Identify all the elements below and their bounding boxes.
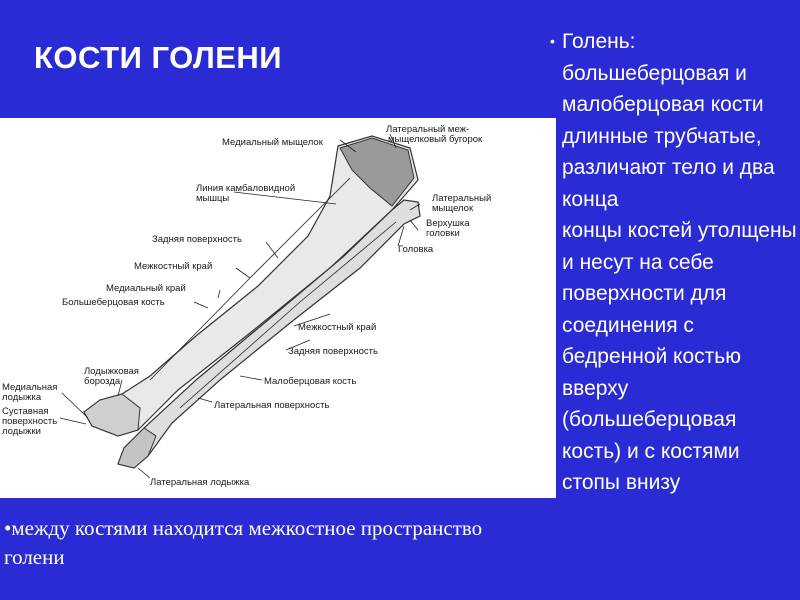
bullet-list xyxy=(548,26,798,499)
bullet-marker: • xyxy=(550,222,555,238)
bottom-note: •между костями находится межкостное пространство голени xyxy=(4,516,483,569)
label-posterior-surface: Задняя поверхность xyxy=(152,234,242,245)
label-articular-2: поверхность xyxy=(2,416,58,427)
bullet-item-2 xyxy=(548,121,798,216)
label-medial-malleolus-2: лодыжка xyxy=(2,392,42,403)
bullet-item-1 xyxy=(548,26,798,121)
label-lateral-condyle-1: Латеральный xyxy=(432,193,492,204)
label-lat-intercondylar-1: Латеральный меж- xyxy=(386,124,470,135)
label-articular-1: Суставная xyxy=(2,406,49,417)
label-lateral-condyle-2: мыщелок xyxy=(432,203,474,214)
label-posterior-surface-2: Задняя поверхность xyxy=(288,346,378,357)
label-interosseous-border-2: Межкостный край xyxy=(298,322,377,333)
label-medial-border: Медиальный край xyxy=(106,283,186,294)
label-lat-intercondylar-2: мыщелковый бугорок xyxy=(388,134,483,145)
label-lateral-surface: Латеральная поверхность xyxy=(214,400,330,411)
label-interosseous-border: Межкостный край xyxy=(134,261,213,272)
bullet-text-3: концы костей утолщены и несут на себе поверхности для соединения с бедренной костью вверху (большеберцовая кость) и с костями стопы внизу xyxy=(562,219,797,494)
label-fibula: Малоберцовая кость xyxy=(264,376,357,387)
label-apex-1: Верхушка xyxy=(426,218,470,229)
bullet-marker: • xyxy=(550,127,555,144)
leg-bones-illustration xyxy=(0,118,556,498)
label-soleal-line-2: мышцы xyxy=(196,193,230,204)
label-medial-malleolus-1: Медиальная xyxy=(2,382,58,393)
label-apex-2: головки xyxy=(426,228,460,239)
label-lateral-malleolus: Латеральная лодыжка xyxy=(150,477,250,488)
label-head: Головка xyxy=(398,244,434,255)
label-tibia: Большеберцовая кость xyxy=(62,297,165,308)
label-articular-3: лодыжки xyxy=(2,426,41,437)
label-malleolar-groove-1: Лодыжковая xyxy=(84,366,139,377)
slide-title: КОСТИ ГОЛЕНИ xyxy=(34,40,283,75)
bullet-item-3 xyxy=(548,215,798,499)
bones-diagram-svg xyxy=(0,118,556,498)
label-malleolar-groove-2: борозда xyxy=(84,376,121,387)
bullet-text-2: длинные трубчатые, различают тело и два конца xyxy=(562,124,775,211)
label-soleal-line-1: Линия камбаловидной xyxy=(196,183,296,194)
label-medial-condyle: Медиальный мыщелок xyxy=(222,137,323,148)
bullet-marker: • xyxy=(550,33,555,49)
bullet-text-1: Голень: большеберцовая и малоберцовая кости xyxy=(562,30,764,116)
